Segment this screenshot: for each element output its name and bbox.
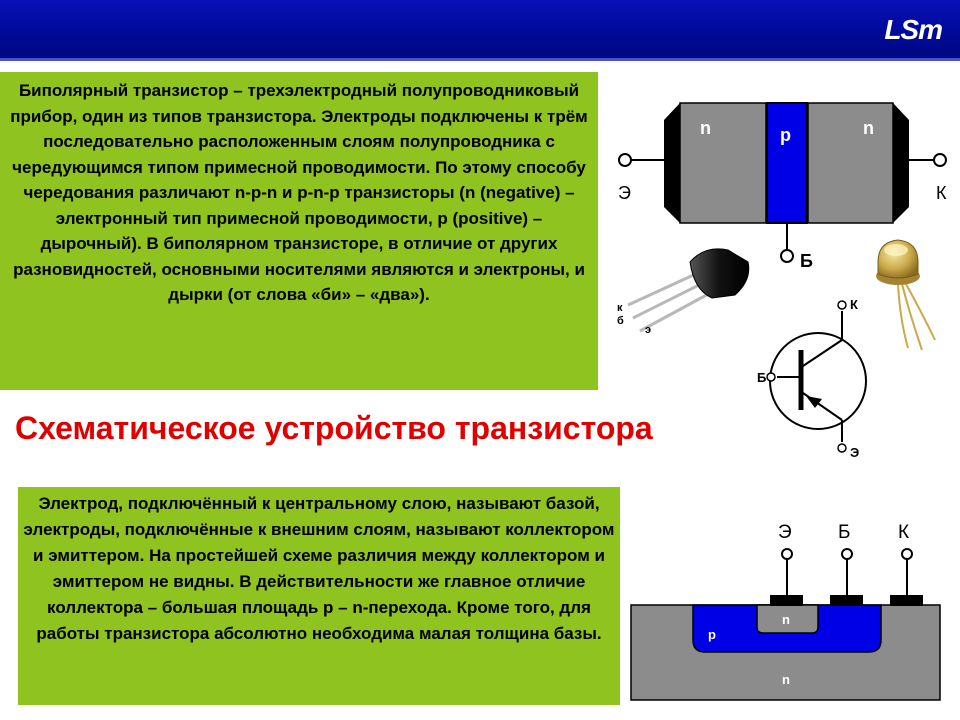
planar-collector-terminal [902,549,912,559]
planar-emitter-contact [770,595,803,606]
symbol-base-terminal [767,373,775,381]
logo: LSm [884,14,942,45]
to92-pin-e: э [645,324,652,336]
base-terminal [781,250,793,262]
base-p-layer [767,103,807,223]
collector-label: К [936,183,947,203]
symbol-emitter-terminal [838,444,846,452]
planar-base-contact [830,595,863,606]
right-layer-label: n [863,118,874,138]
planar-collector-label: К [898,522,910,543]
emitter-n-layer [680,103,766,223]
planar-emitter-region-label: n [782,612,790,627]
collector-terminal [934,154,946,166]
page-heading: Схематическое устройство транзистора [15,410,653,446]
emitter-terminal [619,154,631,166]
planar-collector-contact [890,595,923,606]
emitter-label: Э [618,183,631,203]
metal-can-transistor-image [876,240,935,350]
symbol-emitter-label: Э [850,445,860,460]
collector-n-layer [808,103,893,223]
transistor-schematic-symbol [757,297,866,460]
symbol-base-label: Б [757,370,767,385]
planar-base-terminal [842,549,852,559]
to92-transistor-image [617,249,749,336]
left-layer-label: n [700,118,711,138]
middle-layer-label: p [780,125,791,145]
symbol-circle [770,333,866,429]
can-highlight [884,244,908,256]
symbol-collector-terminal [838,301,846,309]
symbol-collector-line [803,340,842,366]
electrodes-text: Электрод, подключённый к центральному слою, называют базой, электроды, подключённые к внешним слоям, называют коллектором и эмиттером. На простейшей схеме различия между коллектором и эмиттером не видны. В действительности же главное отличие коллектора – большая площадь p – n-перехода. Кроме того, для работы транзистора абсолютно необходима малая толщина базы. [23,494,615,643]
can-lead-3 [898,284,908,348]
planar-transistor-diagram [631,522,940,700]
symbol-emitter-arrow [806,396,822,408]
planar-base-label: Б [838,522,851,543]
right-contact-plate [893,103,909,223]
base-label: Б [800,251,813,271]
to92-pin-k: к [617,302,623,314]
symbol-collector-label: К [850,297,858,312]
left-contact-plate [664,103,680,223]
planar-base-region-label: p [708,627,716,642]
to92-body [690,249,749,298]
to92-pin-b: б [617,315,624,327]
planar-emitter-label: Э [778,522,792,543]
planar-emitter-terminal [782,549,792,559]
definition-text: Биполярный транзистор – трехэлектродный полупроводниковый прибор, один из типов транзистора. Электроды подключены к трём последовательно расположенным слоям полупроводника с чередующимся типом примесной проводимости. По этому способу чередования различают n-p-n и p-n-p транзисторы (n (negative) – электронный тип примесной проводимости, p (positive) – дырочный). В биполярном транзисторе, в отличие от других разновидностей, основными носителями являются и электроны, и дырки (от слова «би» – «два»). [10,81,588,304]
planar-substrate-label: n [782,672,790,687]
